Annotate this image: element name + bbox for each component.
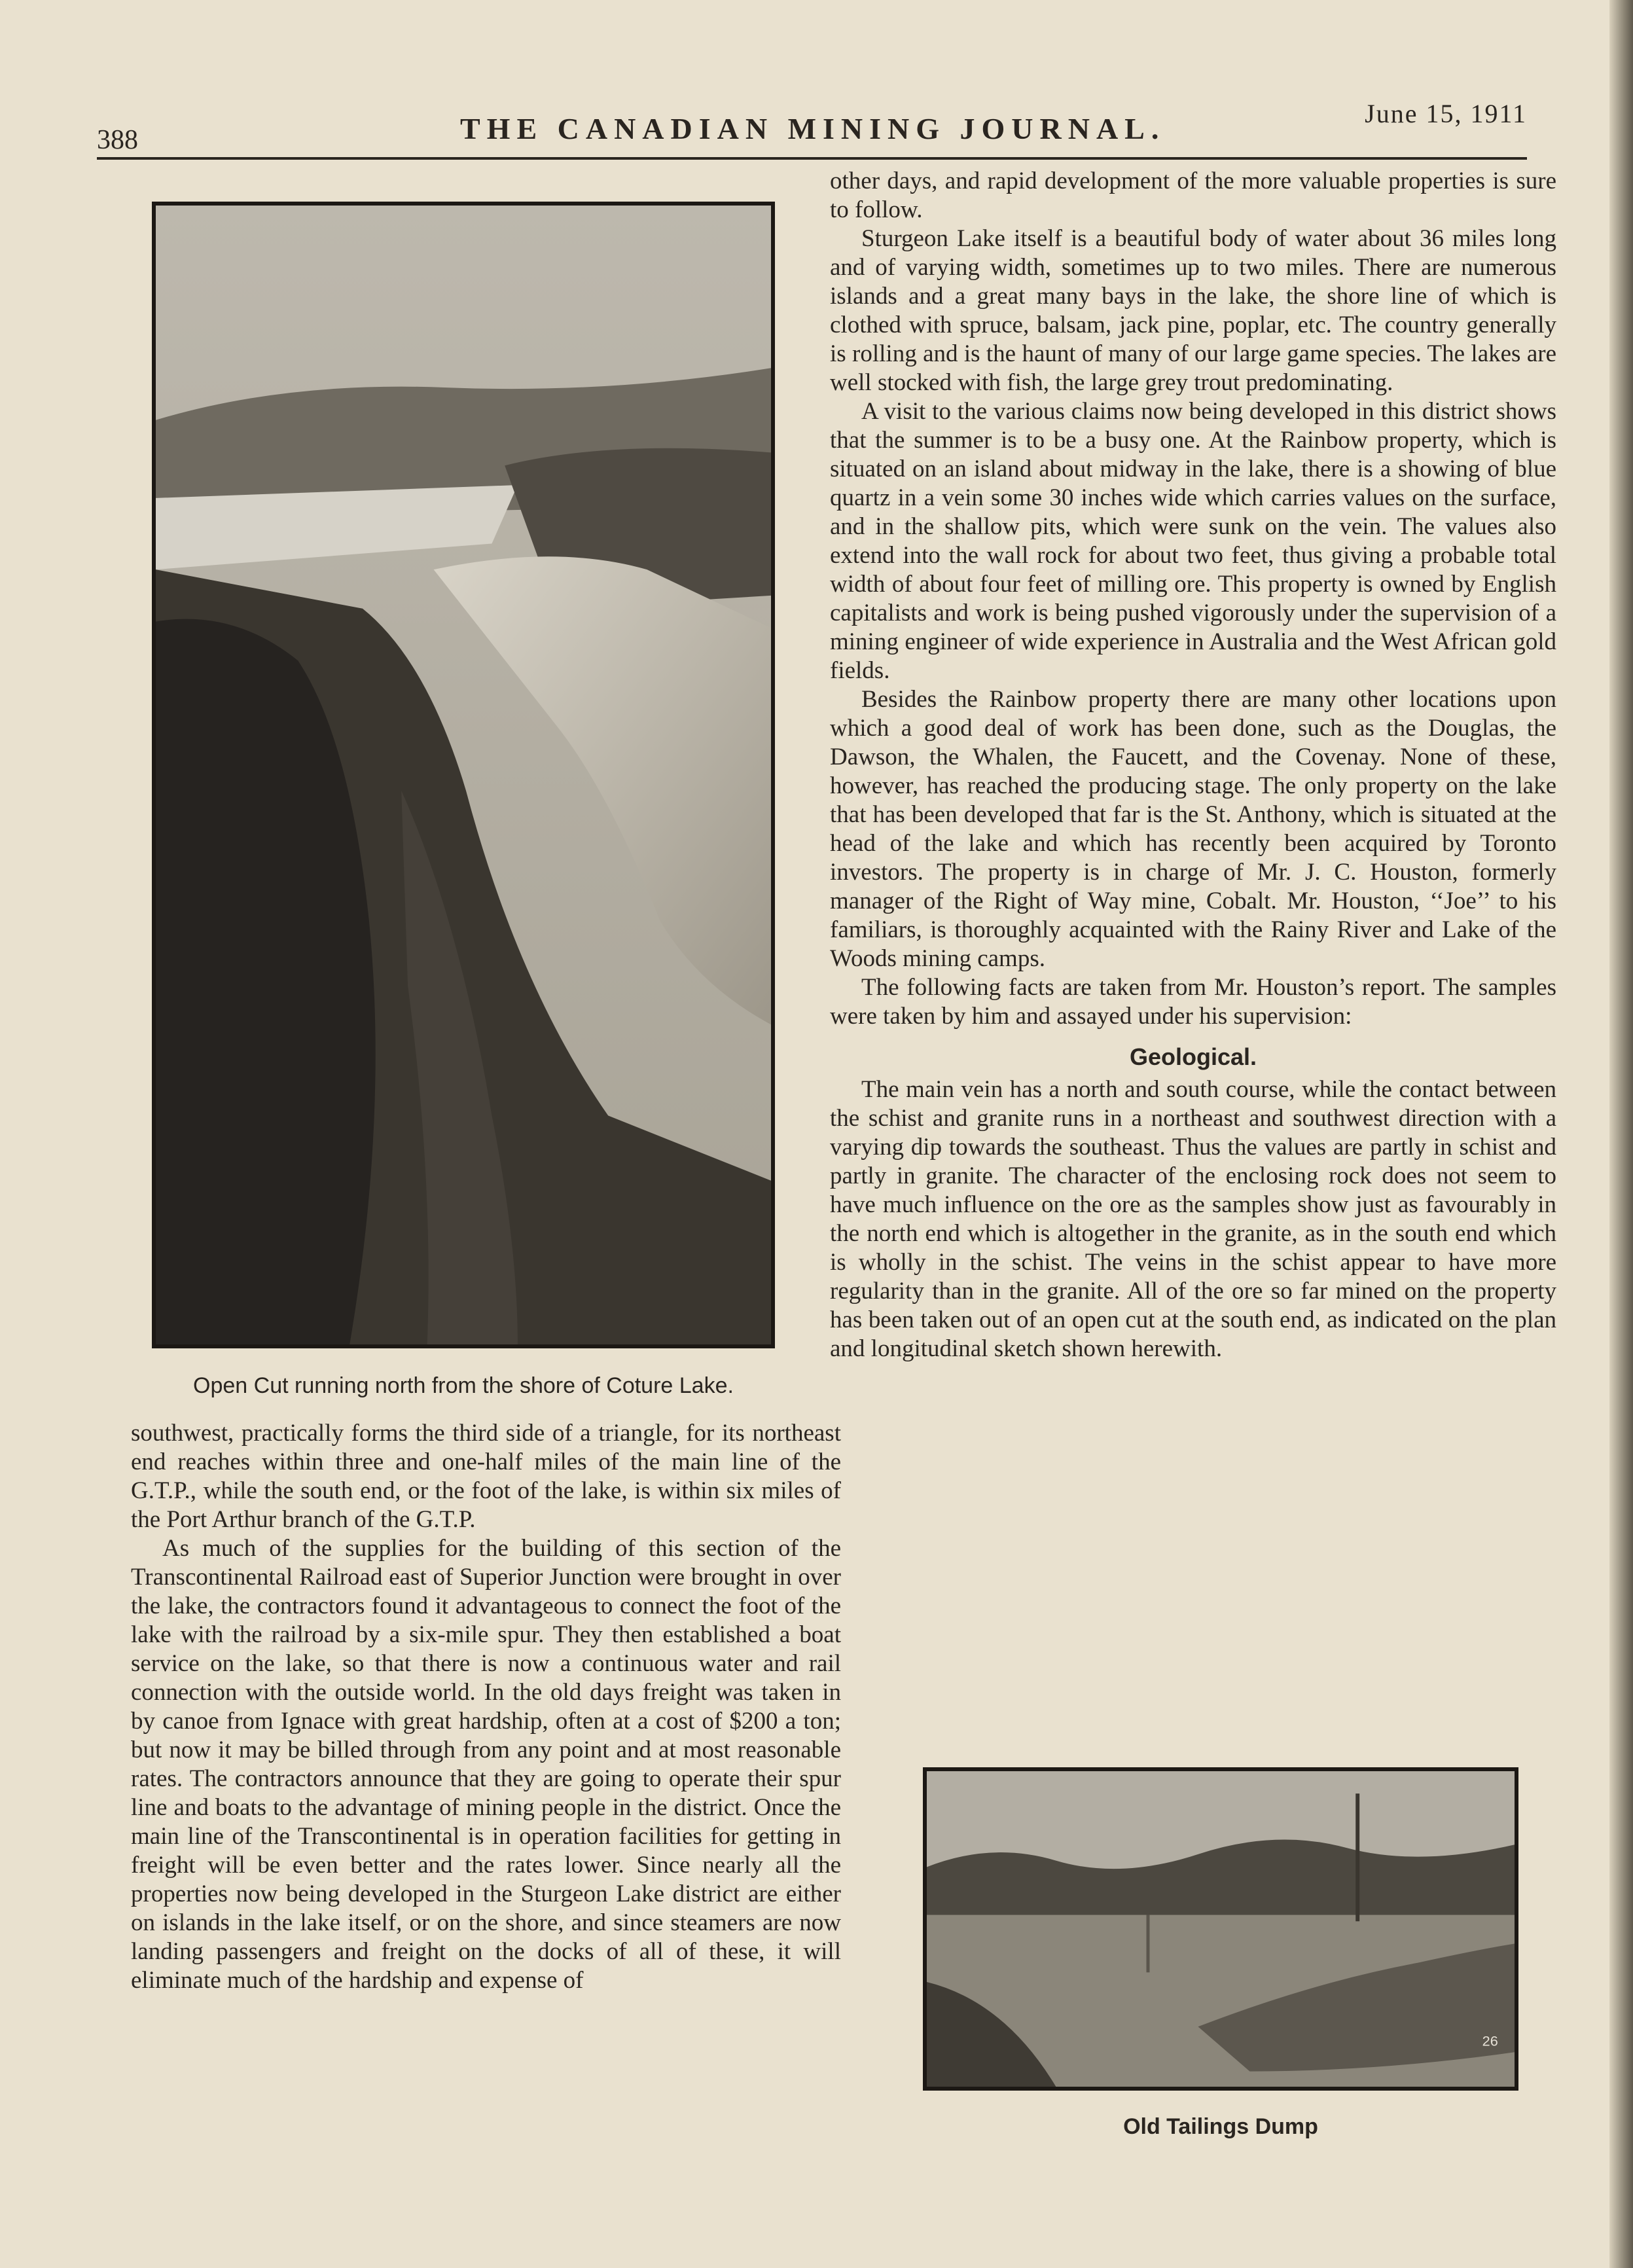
left-column xyxy=(131,1419,841,1995)
right-paragraph: The main vein has a north and south course, while the contact between the schist and granite runs in a northeast and southwest direction with a varying dip towards the southeast. Thus the values are partly in schist and partly in granite. The character of the enclosing rock does not seem to have much influence on the ore as the samples show just as favourably in the north end which is altogether in the granite, as in the south end which is wholly in the schist. The veins in the schist appear to have more regularity than in the granite. All of the ore so far mined on the property has been taken out of an open cut at the south end, as indicated on the plan and longitudinal sketch shown herewith. xyxy=(830,1076,1556,1362)
journal-title: THE CANADIAN MINING JOURNAL. xyxy=(460,112,1166,145)
right-column xyxy=(830,167,1556,1363)
photo-plate-number: 26 xyxy=(1482,2032,1498,2049)
page-header xyxy=(97,98,1527,160)
book-spine-shadow xyxy=(1609,0,1633,2268)
right-paragraph: A visit to the various claims now being developed in this district shows that the summer is to be a busy one. At the Rainbow property, which is situated on an island about midway in the lake, there is a showing of blue quartz in a vein some 30 inches wide which carries values on the surface, and in the shallow pits, which were sunk on the vein. The values also extend into the wall rock for about two feet, thus giving a probable total width of about four feet of milling ore. This property is owned by English capitalists and work is being pushed vigorously under the supervision of a mining engineer of wide experience in Australia and the West African gold fields. xyxy=(830,398,1556,684)
right-paragraph: other days, and rapid development of the more valuable properties is sure to follow. xyxy=(830,168,1556,223)
tailings-photo xyxy=(923,1767,1518,2091)
right-paragraph: Besides the Rainbow property there are many other locations upon which a good deal of work has been done, such as the Douglas, the Dawson, the Whalen, the Faucett, and the Covenay. None of these, however, has reached the producing stage. The only property on the lake that has been developed that far is the St. Anthony, which is situated at the head of the lake and which has recently been acquired by Toronto investors. The property is in charge of Mr. J. C. Houston, formerly manager of the Right of Way mine, Cobalt. Mr. Houston, ‘‘Joe’’ to his familiars, is thoroughly acquainted with the Rainy River and Lake of the Woods mining camps. xyxy=(830,686,1556,972)
section-heading-geological: Geological. xyxy=(1129,1043,1257,1070)
tailings-caption: Old Tailings Dump xyxy=(1123,2114,1318,2139)
issue-date: June 15, 1911 xyxy=(1365,99,1527,128)
left-paragraph: As much of the supplies for the building of this section of the Transcontinental Railroad east of Superior Junction were brought in over the lake, the contractors found it advantageous to connect the foot of the lake with the railroad by a six-mile spur. They then established a boat service on the lake, so that there is now a continuous water and rail connection with the outside world. In the old days freight was taken in by canoe from Ignace with great hardship, often at a cost of $200 a ton; but now it may be billed through from any point and at most reasonable rates. The contractors announce that they are going to operate their spur line and boats to the advantage of mining people in the district. Once the main line of the Transcontinental is in operation facilities for getting in freight will be even better and the rates lower. Since nearly all the properties now being developed in the Sturgeon Lake district are either on islands in the lake itself, or on the shore, and since steamers are now landing passengers and freight on the docks of all of these, it will eliminate much of the hardship and expense of xyxy=(131,1535,841,1994)
right-paragraph: Sturgeon Lake itself is a beautiful body of water about 36 miles long and of varying width, sometimes up to two miles. There are numerous islands and a great many bays in the lake, the shore line of which is clothed with spruce, balsam, jack pine, poplar, etc. The country generally is rolling and is the haunt of many of our large game species. The lakes are well stocked with fish, the large grey trout predominating. xyxy=(830,225,1556,396)
page-number: 388 xyxy=(97,125,138,155)
open-cut-caption: Open Cut running north from the shore of Coture Lake. xyxy=(193,1373,734,1398)
right-paragraph: The following facts are taken from Mr. Houston’s report. The samples were taken by him and assayed under his supervision: xyxy=(830,974,1556,1030)
open-cut-photo xyxy=(152,202,775,1348)
left-paragraph: southwest, practically forms the third side of a triangle, for its northeast end reaches within three and one-half miles of the main line of the G.T.P., while the south end, or the foot of the lake, is within six miles of the Port Arthur branch of the G.T.P. xyxy=(131,1420,841,1533)
